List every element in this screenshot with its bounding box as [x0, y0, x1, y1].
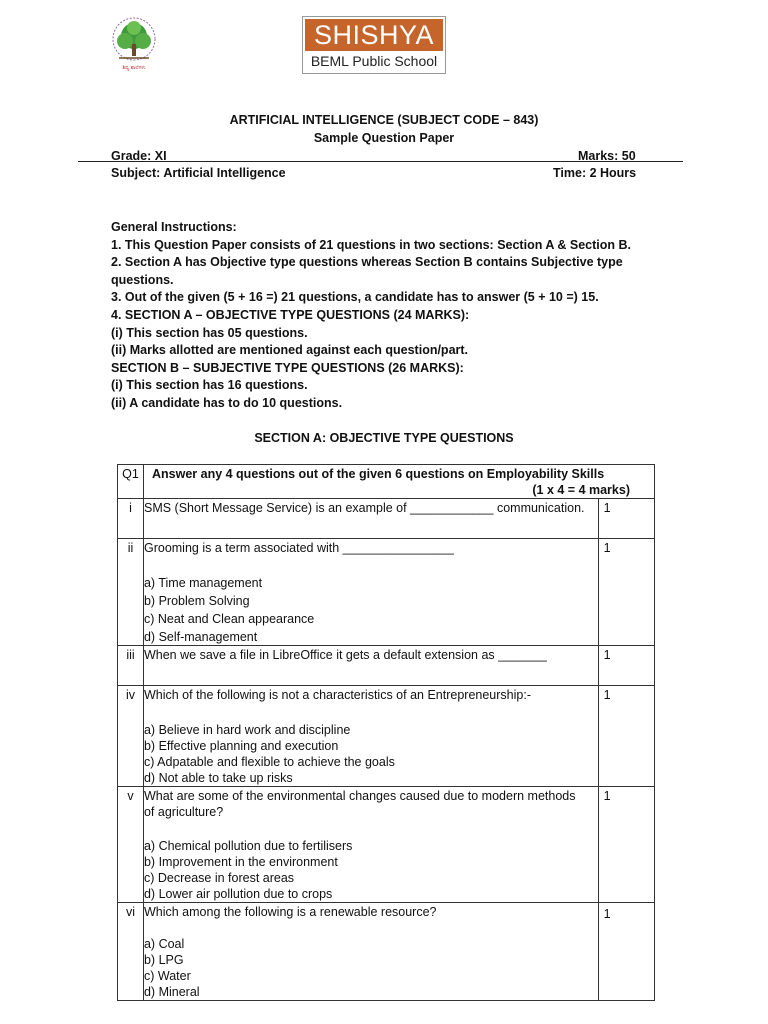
emblem-caption: ಶಿಷ್ಯ ಶಾಲೆಗಳು — [122, 65, 146, 71]
instruction-line: questions. — [111, 272, 174, 287]
table-row — [118, 499, 655, 539]
option: c) Water — [143, 969, 191, 983]
option: a) Coal — [143, 937, 185, 951]
subject-label: Subject: Artificial Intelligence — [111, 166, 286, 180]
table-row — [118, 787, 655, 903]
school-emblem-logo — [104, 14, 164, 76]
paper-title: ARTIFICIAL INTELLIGENCE (SUBJECT CODE – 843) — [229, 113, 539, 127]
option: d) Not able to take up risks — [143, 771, 293, 785]
question-number: v — [118, 787, 144, 903]
question-number: Q1 — [118, 465, 144, 499]
brand-school: BEML Public School — [310, 53, 438, 69]
instruction-line: 1. This Question Paper consists of 21 questions in two sections: Section A & Section B. — [111, 237, 632, 252]
table-row — [118, 903, 655, 1001]
option: b) LPG — [143, 953, 184, 967]
instruction-line: 3. Out of the given (5 + 16 =) 21 questions, a candidate has to answer (5 + 10 =) 15. — [111, 290, 599, 305]
instruction-line: (i) This section has 05 questions. — [111, 325, 308, 340]
option: c) Decrease in forest areas — [143, 871, 295, 885]
option: b) Problem Solving — [143, 594, 250, 608]
option: a) Believe in hard work and discipline — [143, 723, 351, 737]
instruction-line: 4. SECTION A – OBJECTIVE TYPE QUESTIONS (24 MARKS): — [111, 307, 470, 322]
question-text: What are some of the environmental changes caused due to modern methods of agriculture? a) Chemical pollution due to fertilisers b) Improvement in the environment c) Decrease in forest areas d) Lower air pollution due to crops — [143, 787, 598, 903]
instruction-line: (ii) Marks allotted are mentioned against each question/part. — [111, 343, 469, 358]
section-a-title: SECTION A: OBJECTIVE TYPE QUESTIONS — [254, 431, 514, 445]
paper-subtitle: Sample Question Paper — [313, 131, 455, 145]
question-marks: 1 — [598, 539, 654, 646]
question-text: Which among the following is a renewable resource? a) Coal b) LPG c) Water d) Mineral — [143, 903, 598, 1001]
option: c) Neat and Clean appearance — [143, 612, 315, 626]
question-marks: 1 — [598, 903, 654, 1001]
question-number: iv — [118, 686, 144, 787]
instruction-line: (ii) A candidate has to do 10 questions. — [111, 395, 343, 410]
question-marks: 1 — [598, 686, 654, 787]
question-marks: 1 — [598, 646, 654, 686]
grade-label: Grade: XI — [111, 149, 167, 163]
instruction-line: SECTION B – SUBJECTIVE TYPE QUESTIONS (26 MARKS): — [111, 360, 464, 375]
option: a) Chemical pollution due to fertilisers — [143, 839, 353, 853]
option: b) Effective planning and execution — [143, 739, 339, 753]
table-row — [118, 646, 655, 686]
marks-label: Marks: 50 — [578, 149, 636, 163]
question-text: SMS (Short Message Service) is an example of ____________ communication. — [143, 499, 598, 539]
question-number: ii — [118, 539, 144, 646]
time-label: Time: 2 Hours — [553, 166, 637, 180]
question-number: iii — [118, 646, 144, 686]
instruction-line: 2. Section A has Objective type questions whereas Section B contains Subjective type — [111, 255, 623, 270]
question-marks: 1 — [598, 499, 654, 539]
question-number: vi — [118, 903, 144, 1001]
question-text: Grooming is a term associated with ________________ a) Time management b) Problem Solving c) Neat and Clean appearance d) Self-management — [143, 539, 598, 646]
option: d) Self-management — [143, 630, 258, 644]
option: d) Mineral — [143, 985, 200, 999]
option: d) Lower air pollution due to crops — [143, 887, 333, 901]
instruction-line: General Instructions: — [111, 220, 237, 234]
table-row — [118, 686, 655, 787]
shishya-logo — [302, 16, 446, 74]
question-heading: Answer any 4 questions out of the given 6 questions on Employability Skills (1 x 4 = 4 marks) — [143, 465, 654, 499]
table-row — [118, 539, 655, 646]
question-marks: 1 — [598, 787, 654, 903]
question-text: When we save a file in LibreOffice it gets a default extension as _______ — [143, 646, 598, 686]
question-number: i — [118, 499, 144, 539]
option: c) Adpatable and flexible to achieve the goals — [143, 755, 395, 769]
objective-questions-table — [117, 464, 655, 1001]
table-row — [118, 465, 655, 499]
question-text: Which of the following is not a characteristics of an Entrepreneurship:- a) Believe in hard work and discipline b) Effective planning and execution c) Adpatable and flexible to achieve the goals d) Not able to take up risks — [143, 686, 598, 787]
option: b) Improvement in the environment — [143, 855, 338, 869]
instruction-line: (i) This section has 16 questions. — [111, 378, 308, 393]
general-instructions — [111, 219, 671, 413]
brand-name: SHISHYA — [305, 19, 443, 51]
option: a) Time management — [143, 576, 263, 590]
